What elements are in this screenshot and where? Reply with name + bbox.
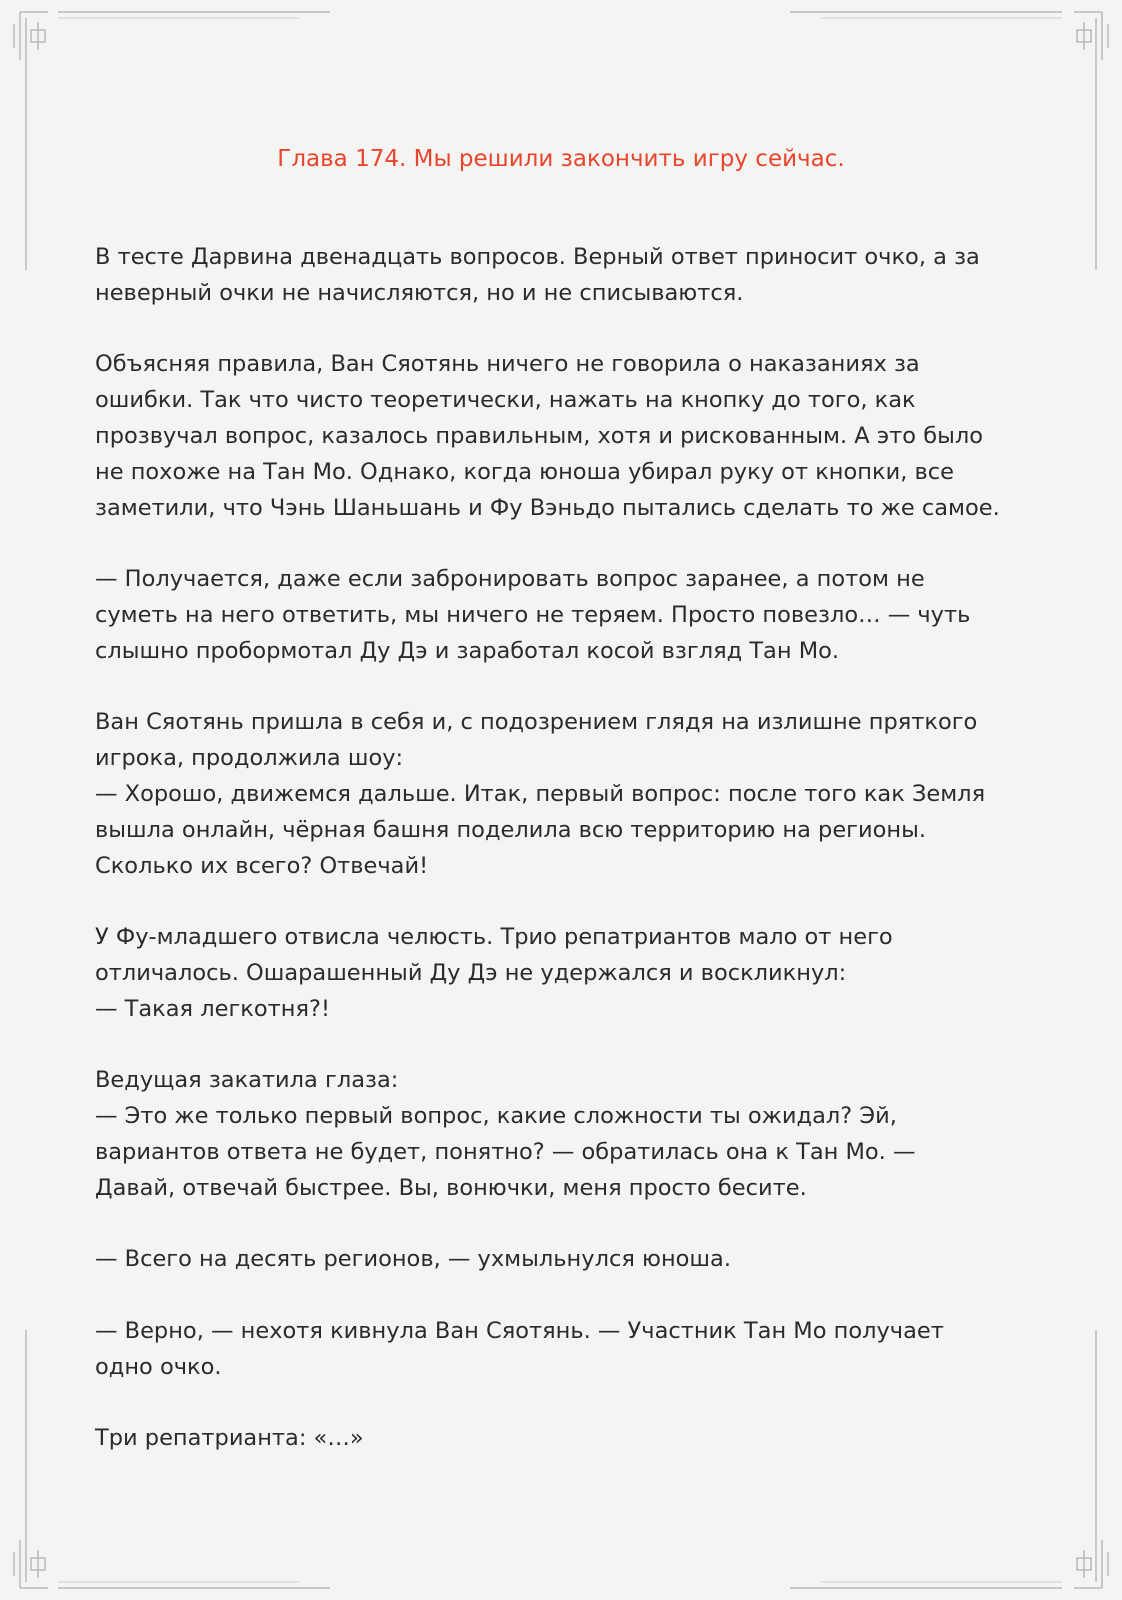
text-line: не похоже на Тан Мо. Однако, когда юноша убирал руку от кнопки, все — [95, 458, 954, 485]
paragraph — [95, 1063, 1055, 1206]
text-line: игрока, продолжила шоу: — [95, 745, 404, 772]
text-line: — Это же только первый вопрос, какие сложности ты ожидал? Эй, — [95, 1103, 897, 1130]
paragraph — [95, 1421, 1055, 1457]
text-line: У Фу-младшего отвисла челюсть. Трио репатриантов мало от него — [95, 924, 893, 951]
paragraph — [95, 347, 1055, 526]
text-line: Ведущая закатила глаза: — [95, 1067, 399, 1094]
text-line: — Получается, даже если забронировать вопрос заранее, а потом не — [95, 566, 925, 593]
text-line: заметили, что Чэнь Шаньшань и Фу Вэньдо пытались сделать то же самое. — [95, 494, 1000, 521]
paragraph — [95, 240, 1055, 312]
text-line: слышно пробормотал Ду Дэ и заработал косой взгляд Тан Мо. — [95, 637, 840, 664]
chapter-title: Глава 174. Мы решили закончить игру сейчас. — [277, 146, 845, 172]
text-line: Три репатрианта: «…» — [95, 1425, 364, 1452]
paragraph — [95, 562, 1055, 669]
text-line: одно очко. — [95, 1353, 222, 1380]
paragraph — [95, 705, 1055, 884]
text-line: прозвучал вопрос, казалось правильным, хотя и рискованным. А это было — [95, 422, 983, 449]
text-line: Объясняя правила, Ван Сяотянь ничего не говорила о наказаниях за — [95, 351, 920, 378]
text-line: ошибки. Так что чисто теоретически, нажать на кнопку до того, как — [95, 387, 916, 414]
text-line: отличалось. Ошарашенный Ду Дэ не удержался и воскликнул: — [95, 959, 847, 986]
paragraph — [95, 920, 1055, 1027]
text-line: В тесте Дарвина двенадцать вопросов. Верный ответ приносит очко, а за — [95, 244, 980, 270]
text-line: вышла онлайн, чёрная башня поделила всю территорию на регионы. — [95, 816, 927, 843]
text-line: — Такая легкотня?! — [95, 995, 330, 1022]
paragraph — [95, 1242, 1055, 1278]
text-line: Ван Сяотянь пришла в себя и, с подозрением глядя на излишне пряткого — [95, 709, 978, 736]
text-line: Сколько их всего? Отвечай! — [95, 852, 429, 879]
text-line: Давай, отвечай быстрее. Вы, вонючки, меня просто бесите. — [95, 1174, 807, 1201]
chapter-body — [95, 240, 1055, 1493]
text-line: — Хорошо, движемся дальше. Итак, первый вопрос: после того как Земля — [95, 780, 986, 807]
text-line: неверный очки не начисляются, но и не списываются. — [95, 279, 744, 306]
text-line: — Всего на десять регионов, — ухмыльнулся юноша. — [95, 1246, 731, 1273]
paragraph — [95, 1314, 1055, 1386]
text-line: суметь на него ответить, мы ничего не теряем. Просто повезло… — чуть — [95, 601, 971, 628]
text-line: вариантов ответа не будет, понятно? — обратилась она к Тан Мо. — — [95, 1138, 916, 1165]
text-line: — Верно, — нехотя кивнула Ван Сяотянь. — Участник Тан Мо получает — [95, 1317, 944, 1344]
